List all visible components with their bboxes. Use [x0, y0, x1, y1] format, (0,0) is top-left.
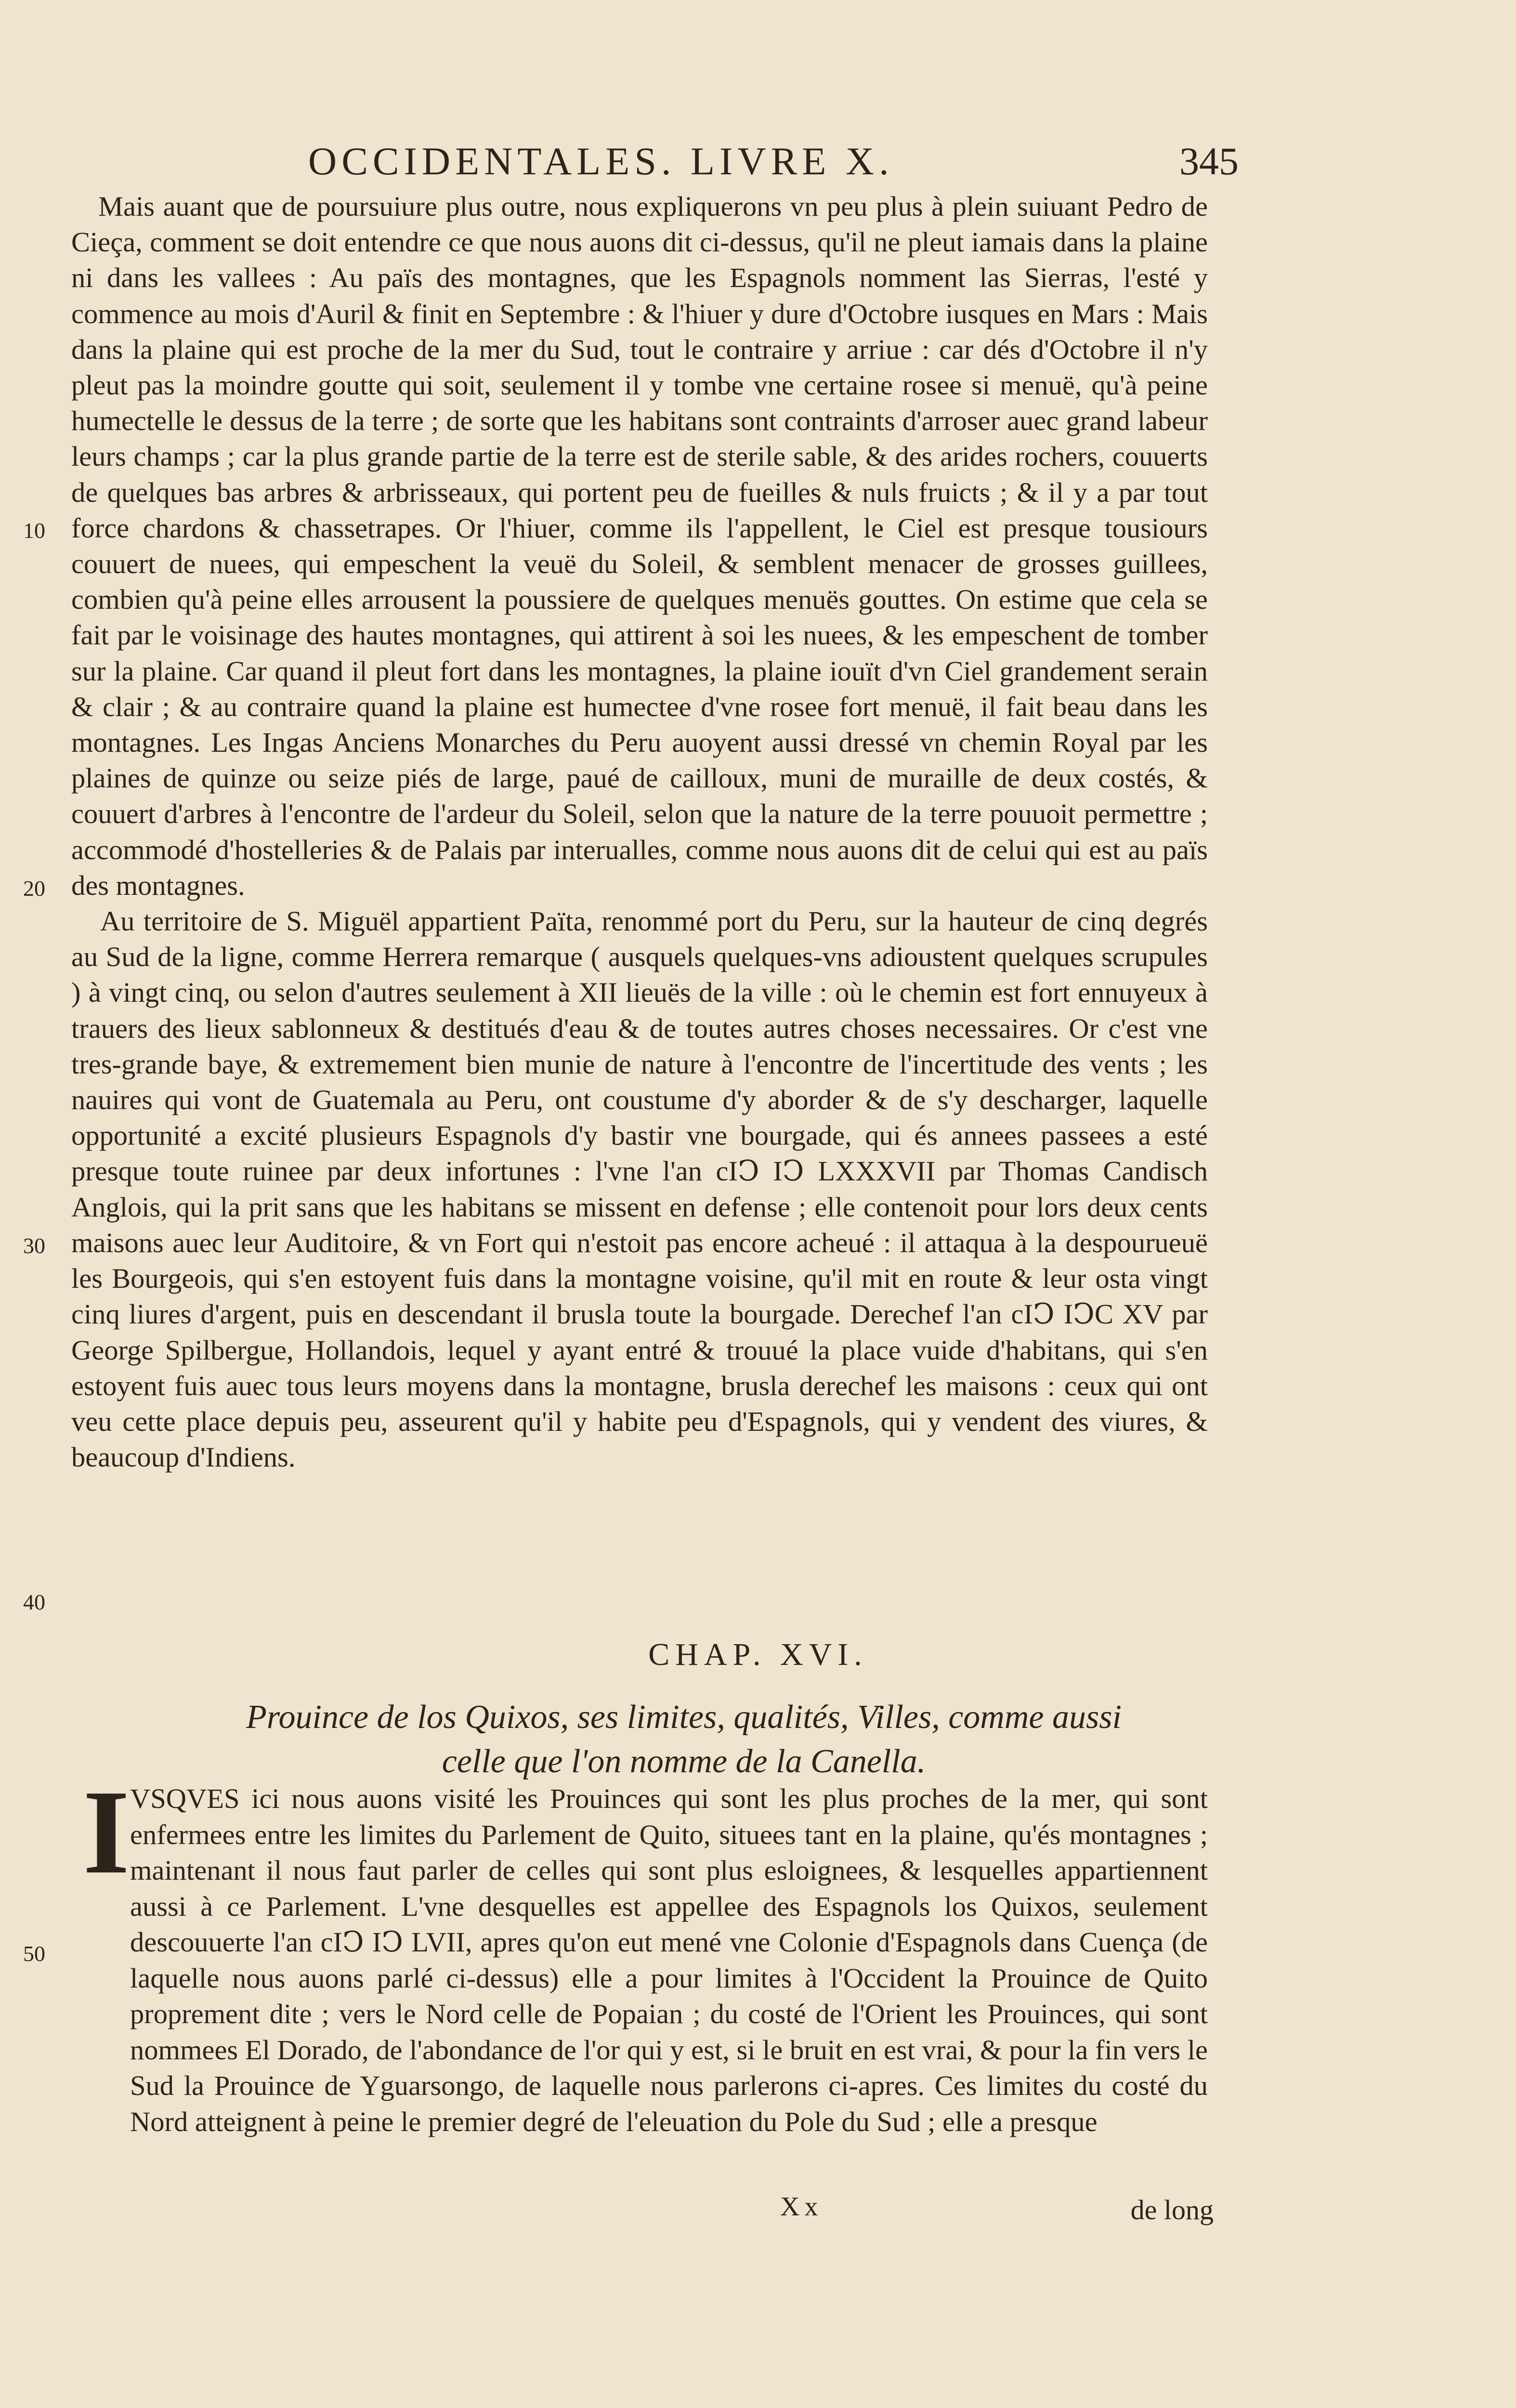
chapter-text-block — [72, 1781, 1208, 2140]
chapter-body: VSQVES ici nous auons visité les Prouinces qui sont les plus proches de la mer, qui sont enfermees entre les limites du Parlement de Quito, situees tant en la plaine, qu'és montagnes ; maintenant il nous faut parler de celles qui sont plus esloignees, & lesquelles appartiennent aussi à ce Parlement. L'vne desquelles est appellee des Espagnols los Quixos, seulement descouuerte l'an cIↃ IↃ LVII, apres qu'on eut mené vne Colonie d'Espagnols dans Cuença (de laquelle nous auons parlé ci-dessus) elle a pour limites à l'Occident la Prouince de Quito proprement dite ; vers le Nord celle de Popaian ; du costé de l'Orient les Prouinces, qui sont nommees El Dorado, de l'abondance de l'or qui y est, si le bruit en est vrai, & pour la fin vers le Sud la Prouince de Yguarsongo, de laquelle nous parlerons ci-apres. Ces limites du costé du Nord atteignent à peine le premier degré de l'eleuation du Pole du Sud ; elle a presque — [130, 1783, 1208, 2137]
catchword: de long — [1130, 2194, 1214, 2225]
margin-line-number: 20 — [23, 876, 45, 901]
paragraph: Mais auant que de poursuiure plus outre, nous expliquerons vn peu plus à plein suiuant Pedro de Cieça, comment se doit entendre ce que nous auons dit ci-dessus, qu'il ne pleut iamais dans la plaine ni dans les vallees : Au païs des montagnes, que les Espagnols nomment las Sierras, l'esté y commence au mois d'Auril & finit en Septembre : & l'hiuer y dure d'Octobre iusques en Mars : Mais dans la plaine qui est proche de la mer du Sud, tout le contraire y arriue : car dés d'Octobre il n'y pleut pas la moindre goutte qui soit, seulement il y tombe vne certaine rosee si menuë, qu'à peine humectelle le dessus de la terre ; de sorte que les habitans sont contraints d'arroser auec grand labeur leurs champs ; car la plus grande partie de la terre est de sterile sable, & des arides rochers, couuerts de quelques bas arbres & arbrisseaux, qui portent peu de fueilles & nuls fruicts ; & il y a par tout force chardons & chassetrapes. Or l'hiuer, comme ils l'appellent, le Ciel est presque tousiours couuert de nuees, qui empeschent la veuë du Soleil, & semblent menacer de grosses guillees, combien qu'à peine elles arrousent la poussiere de quelques menuës gouttes. On estime que cela se fait par le voisinage des hautes montagnes, qui attirent à soi les nuees, & les empeschent de tomber sur la plaine. Car quand il pleut fort dans les montagnes, la plaine iouït d'vn Ciel grandement serain & clair ; & au contraire quand la plaine est humectee d'vne rosee fort menuë, il fait beau dans les montagnes. Les Ingas Anciens Monarches du Peru auoyent aussi dressé vn chemin Royal par les plaines de quinze ou seize piés de large, paué de cailloux, muni de muraille de deux costés, & couuert d'arbres à l'encontre de l'ardeur du Soleil, selon que la nature de la terre pouuoit permettre ; accommodé d'hostelleries & de Palais par interualles, comme nous auons dit de celui qui est au païs des montagnes. — [71, 191, 1208, 901]
running-header — [308, 139, 1239, 187]
margin-line-number: 40 — [23, 1590, 45, 1614]
chapter-title-line: celle que l'on nomme de la Canella. — [442, 1743, 926, 1780]
margin-line-number: 50 — [23, 1941, 45, 1966]
main-text-block — [71, 189, 1208, 1475]
chapter-title — [183, 1695, 1185, 1784]
margin-line-number: 30 — [23, 1233, 45, 1258]
drop-cap: I — [83, 1766, 130, 1899]
signature-mark: Xx — [780, 2192, 823, 2222]
chapter-heading: CHAP. XVI. — [648, 1637, 868, 1672]
chapter-title-line: Prouince de los Quixos, ses limites, qualités, Villes, comme aussi — [246, 1699, 1122, 1736]
paragraph: Au territoire de S. Miguël appartient Païta, renommé port du Peru, sur la hauteur de cinq degrés au Sud de la ligne, comme Herrera remarque ( ausquels quelques-vns adioustent quelques scrupules ) à vingt cinq, ou selon d'autres seulement à XII lieuës de la ville : où le chemin est fort ennuyeux à trauers des lieux sablonneux & destitués d'eau & de toutes autres choses necessaires. Or c'est vne tres-grande baye, & extremement bien munie de nature à l'encontre de l'incertitude des vents ; les nauires qui vont de Guatemala au Peru, ont coustume d'y aborder & de s'y descharger, laquelle opportunité a excité plusieurs Espagnols d'y bastir vne bourgade, qui és annees passees a esté presque toute ruinee par deux infortunes : l'vne l'an cIↃ IↃ LXXXVII par Thomas Candisch Anglois, qui la prit sans que les habitans se missent en defense ; elle contenoit pour lors deux cents maisons auec leur Auditoire, & vn Fort qui n'estoit pas encore acheué : il attaqua à la despourueuë les Bourgeois, qui s'en estoyent fuis dans la montagne voisine, qu'il mit en route & leur osta vingt cinq liures d'argent, puis en descendant il brusla toute la bourgade. Derechef l'an cIↃ IↃC XV par George Spilbergue, Hollandois, lequel y ayant entré & trouué la place vuide d'habitans, qui s'en estoyent fuis auec tous leurs moyens dans la montagne, brusla derechef les maisons : ceux qui ont veu cette place depuis peu, asseurent qu'il y habite peu d'Espagnols, qui y vendent des viures, & beaucoup d'Indiens. — [71, 905, 1208, 1473]
margin-line-number: 10 — [23, 518, 45, 543]
page-number: 345 — [1179, 139, 1239, 183]
running-title: OCCIDENTALES. LIVRE X. — [308, 139, 894, 183]
